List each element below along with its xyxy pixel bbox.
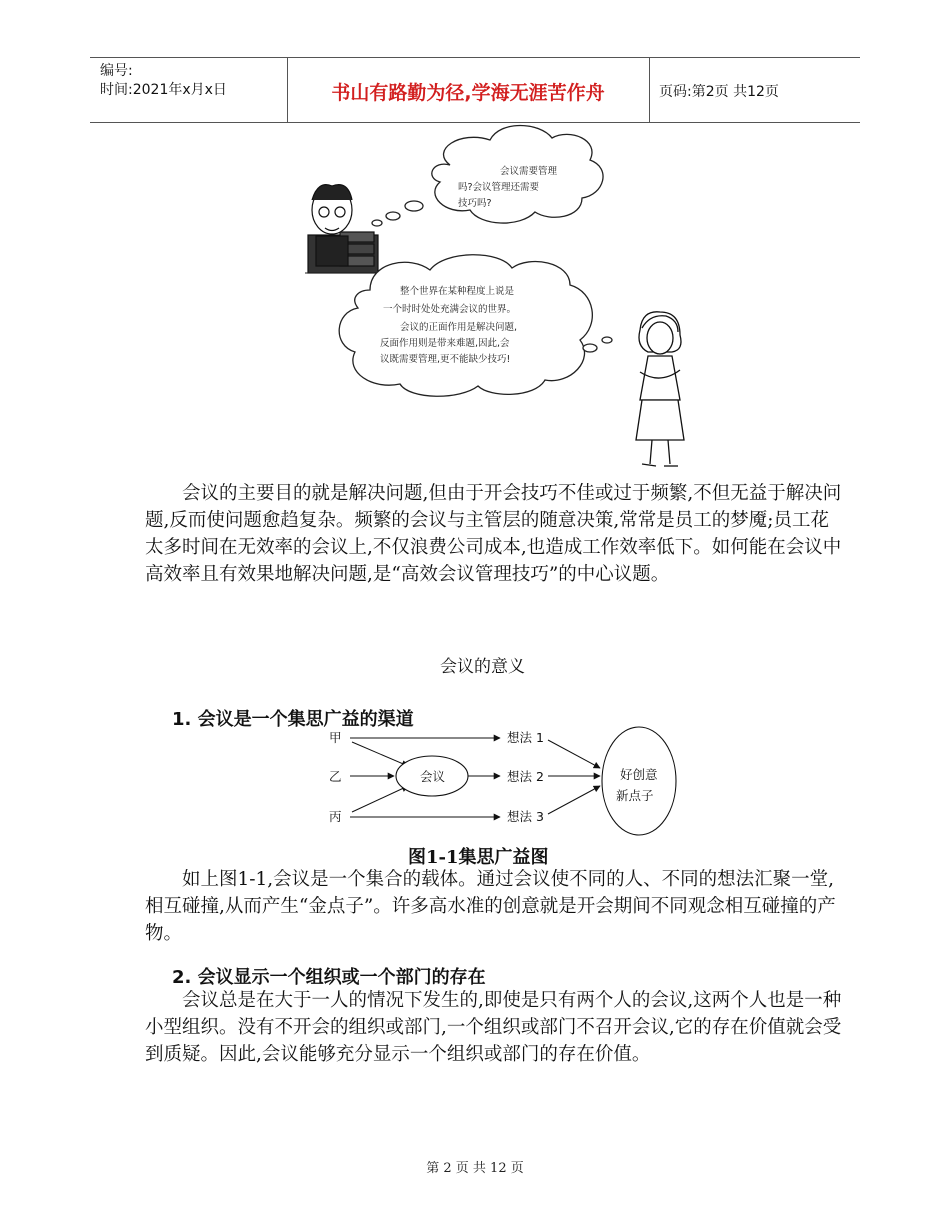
intro-paragraph: 会议的主要目的就是解决问题,但由于开会技巧不佳或过于频繁,不但无益于解决问题,反而使问题愈趋复杂。频繁的会议与主管层的随意决策,常常是员工的梦魇;员工花太多时间在无效率的会议上,不仅浪费公司成本,也造成工作效率低下。如何能在会议中高效率且有效果地解决问题,是“高效会议管理技巧”的中心议题。 — [145, 483, 842, 585]
heading-2: 2. 会议显示一个组织或一个部门的存在 — [172, 967, 486, 988]
input-label-yi: 乙 — [329, 769, 342, 784]
header-page-label: 页码:第2页 共12页 — [659, 84, 779, 100]
cloud-top-line-2: 吗?会议管理还需要 — [458, 182, 540, 193]
cloud-bottom-line-3: 会议的正面作用是解决问题, — [400, 322, 518, 333]
idea-label-2: 想法 2 — [507, 769, 544, 784]
cloud-bottom-line-2: 一个时时处处充满会议的世界。 — [383, 304, 517, 315]
page-footer: 第 2 页 共 12 页 — [426, 1161, 524, 1176]
meeting-node-label: 会议 — [420, 769, 446, 784]
header-date-label: 时间:2021年x月x日 — [100, 82, 227, 98]
result-line-2: 新点子 — [616, 788, 654, 803]
cloud-top-line-1: 会议需要管理 — [500, 166, 558, 177]
cloud-bottom-line-4: 反面作用则是带来难题,因此,会 — [380, 338, 510, 349]
result-line-1: 好创意 — [620, 767, 658, 782]
figure-caption: 图1-1集思广益图 — [408, 847, 549, 868]
idea-label-1: 想法 1 — [507, 730, 544, 745]
diagram-arrows — [350, 738, 600, 817]
header-serial-label: 编号: — [100, 63, 133, 79]
cloud-bottom-line-5: 议既需要管理,更不能缺少技巧! — [380, 354, 511, 365]
heading-1: 1. 会议是一个集思广益的渠道 — [172, 709, 414, 730]
paragraph-2: 会议总是在大于一人的情况下发生的,即使是只有两个人的会议,这两个人也是一种小型组织。没有不开会的组织或部门,一个组织或部门不召开会议,它的存在价值就会受到质疑。因此,会议能够充分显示一个组织或部门的存在价值。 — [145, 990, 842, 1065]
cloud-top-line-3: 技巧吗? — [458, 198, 492, 209]
section-title: 会议的意义 — [440, 657, 525, 677]
header-motto: 书山有路勤为径,学海无涯苦作舟 — [331, 82, 605, 104]
input-label-bing: 丙 — [329, 809, 342, 824]
idea-label-3: 想法 3 — [507, 809, 544, 824]
input-label-jia: 甲 — [329, 730, 342, 745]
paragraph-1: 如上图1-1,会议是一个集合的载体。通过会议使不同的人、不同的想法汇聚一堂,相互碰撞,从而产生“金点子”。许多高水准的创意就是开会期间不同观念相互碰撞的产物。 — [145, 869, 836, 944]
cloud-bottom-line-1: 整个世界在某种程度上说是 — [400, 286, 515, 297]
